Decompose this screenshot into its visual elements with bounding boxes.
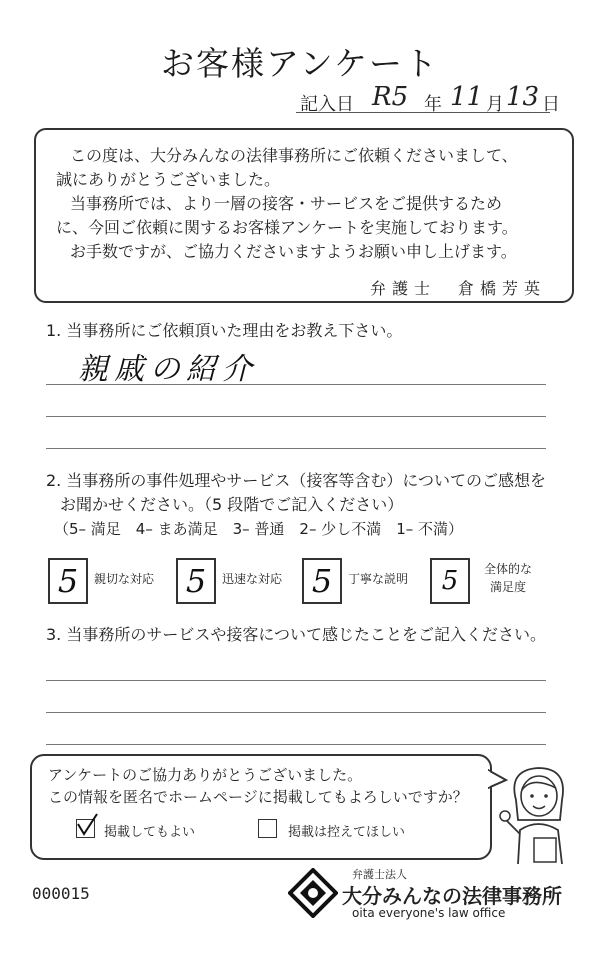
q3-text: 3. 当事務所のサービスや接客について感じたことをご記入ください。 — [46, 625, 547, 644]
date-day: 13 — [506, 82, 540, 112]
intro-box — [34, 128, 574, 303]
intro-line: お手数ですが、ご協力くださいますようお願い申し上げます。 — [70, 242, 517, 261]
q2-text-line2: お聞かせください。（5 段階でご記入ください） — [60, 495, 404, 514]
score-box-kind[interactable]: 5 — [48, 558, 88, 604]
consent-no-label: 掲載は控えてほしい — [288, 825, 406, 840]
firm-logo — [288, 868, 338, 918]
consent-line2: この情報を匿名でホームページに掲載してもよろしいですか？ — [48, 788, 468, 806]
q1-answer: 親戚の紹介 — [78, 352, 258, 387]
consent-yes-label: 掲載してもよい — [104, 825, 196, 840]
date-month-unit: 月 — [486, 94, 504, 115]
date-era: R5 — [372, 82, 409, 112]
checkmark-icon — [75, 812, 101, 838]
score-box-explanation[interactable]: 5 — [302, 558, 342, 604]
firm-english-name: oita everyone's law office — [352, 906, 506, 920]
consent-no-checkbox[interactable] — [258, 819, 277, 838]
q2-scale: （5– 満足 4– まあ満足 3– 普通 2– 少し不満 1– 不満） — [54, 520, 464, 538]
date-label: 記入日 — [300, 94, 354, 115]
intro-line: 当事務所では、より一層の接客・サービスをご提供するため — [70, 194, 503, 213]
intro-line: に、今回ご依頼に関するお客様アンケートを実施しております。 — [56, 218, 518, 237]
rating-label-overall-1: 全体的な — [484, 562, 533, 576]
date-year-unit: 年 — [424, 94, 442, 115]
rating-label-explanation: 丁寧な説明 — [348, 572, 409, 586]
date-underline — [296, 112, 550, 113]
staff-illustration — [498, 756, 580, 866]
rating-label-overall-2: 満足度 — [490, 580, 527, 594]
q1-text: 1. 当事務所にご依頼頂いた理由をお教え下さい。 — [46, 321, 403, 340]
firm-type: 弁護士法人 — [352, 868, 407, 881]
intro-line: この度は、大分みんなの法律事務所にご依頼くださいまして、 — [70, 146, 518, 165]
firm-name: 大分みんなの法律事務所 — [342, 884, 562, 908]
answer-line — [46, 384, 546, 385]
consent-yes-checkbox[interactable] — [76, 819, 95, 838]
consent-line1: アンケートのご協力ありがとうございました。 — [48, 766, 363, 784]
score-box-overall[interactable]: 5 — [430, 558, 470, 604]
score-box-speed[interactable]: 5 — [176, 558, 216, 604]
page-title: お客様アンケート — [160, 44, 440, 83]
date-month: 11 — [450, 82, 484, 112]
date-day-unit: 日 — [542, 94, 560, 115]
answer-line — [46, 744, 546, 745]
q2-text-line1: 2. 当事務所の事件処理やサービス（接客等含む）についてのご感想を — [46, 471, 547, 490]
answer-line — [46, 680, 546, 681]
answer-line — [46, 416, 546, 417]
serial-number: 000015 — [32, 884, 90, 903]
answer-line — [46, 448, 546, 449]
rating-label-speed: 迅速な対応 — [222, 572, 283, 586]
date-line — [300, 84, 560, 114]
rating-label-kind: 親切な対応 — [94, 572, 155, 586]
intro-line: 誠にありがとうございました。 — [56, 170, 281, 189]
answer-line — [46, 712, 546, 713]
signature: 弁護士 倉橋芳英 — [369, 279, 546, 298]
